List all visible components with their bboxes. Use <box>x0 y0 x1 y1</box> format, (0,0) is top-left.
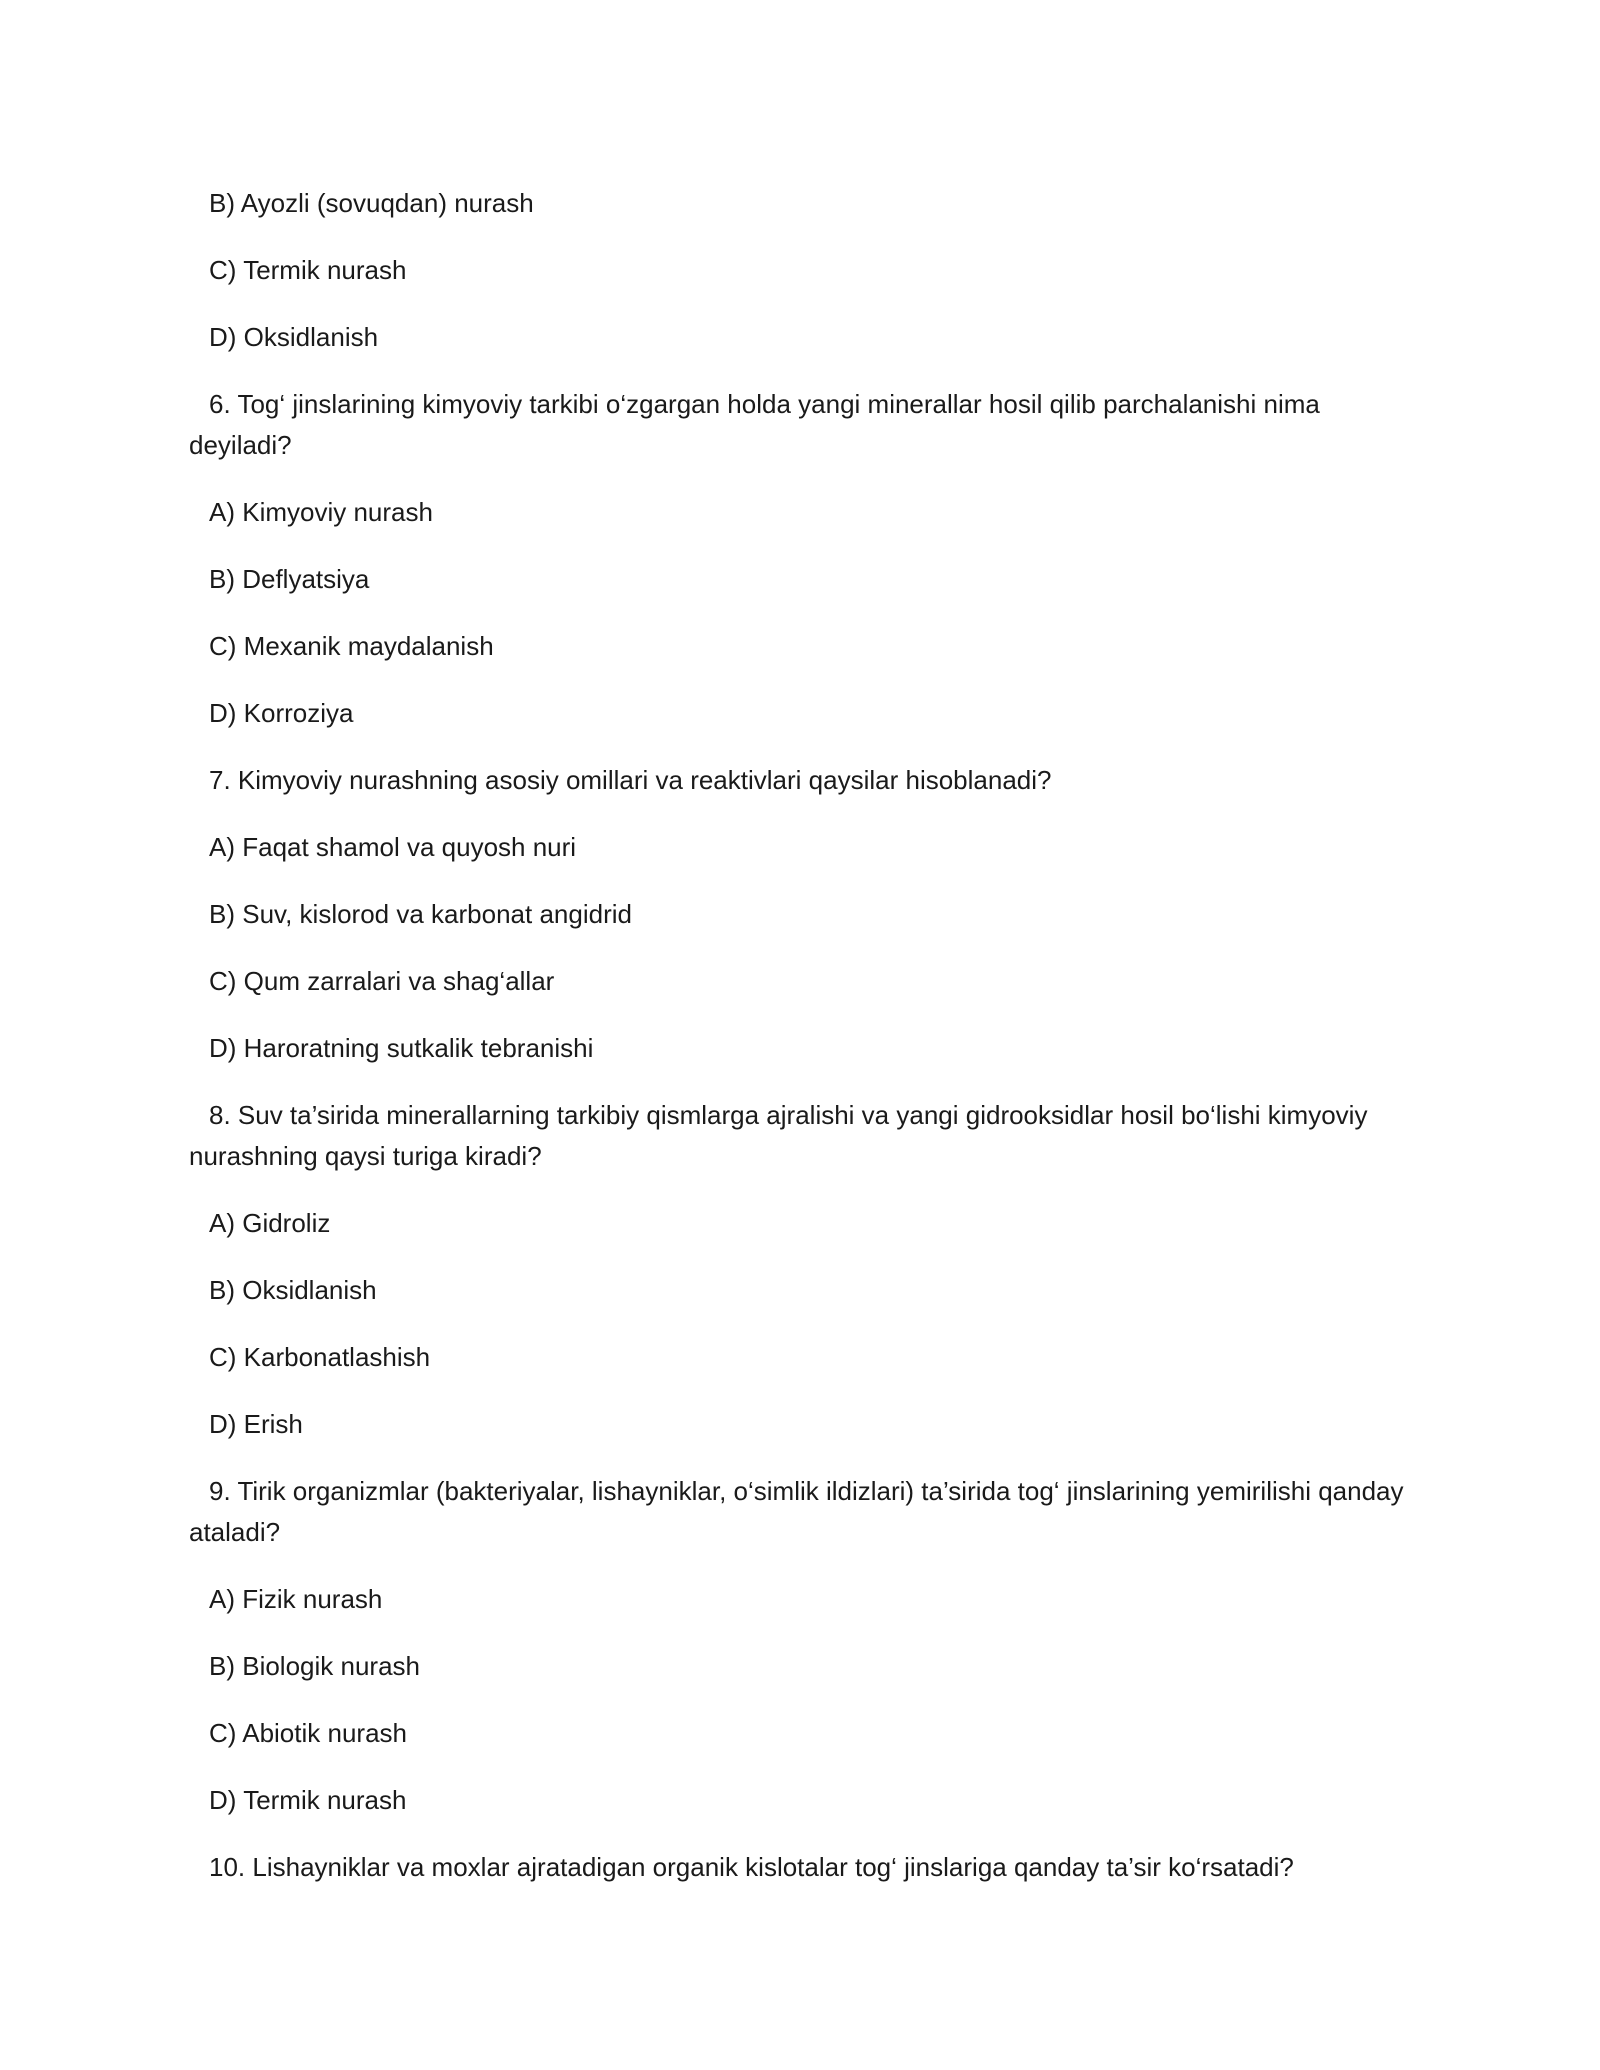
question-8: 8. Suv ta’sirida minerallarning tarkibiy qismlarga ajralishi va yangi gidrooksidlar hosil bo‘lishi kimyoviy nurashning qaysi turiga kiradi? <box>189 1100 1368 1171</box>
answer-option-7b: B) Suv, kislorod va karbonat angidrid <box>209 899 632 929</box>
question-7: 7. Kimyoviy nurashning asosiy omillari va reaktivlari qaysilar hisoblanadi? <box>209 765 1052 795</box>
question-6: 6. Tog‘ jinslarining kimyoviy tarkibi o‘zgargan holda yangi minerallar hosil qilib parchalanishi nima deyiladi? <box>189 389 1320 460</box>
answer-option-8c: C) Karbonatlashish <box>209 1342 431 1372</box>
answer-option-8a: A) Gidroliz <box>209 1208 331 1238</box>
answer-option-7d: D) Haroratning sutkalik tebranishi <box>209 1033 594 1063</box>
answer-option-6b: B) Deflyatsiya <box>209 564 370 594</box>
question-10: 10. Lishayniklar va moxlar ajratadigan organik kislotalar tog‘ jinslariga qanday ta’sir ko‘rsatadi? <box>209 1852 1294 1882</box>
answer-option-8d: D) Erish <box>209 1409 303 1439</box>
answer-option-7a: A) Faqat shamol va quyosh nuri <box>209 832 577 862</box>
answer-option-5d: D) Oksidlanish <box>209 322 379 352</box>
answer-option-5b: B) Ayozli (sovuqdan) nurash <box>209 188 534 218</box>
answer-option-7c: C) Qum zarralari va shag‘allar <box>209 966 555 996</box>
answer-option-6d: D) Korroziya <box>209 698 354 728</box>
answer-option-6a: A) Kimyoviy nurash <box>209 497 433 527</box>
question-9: 9. Tirik organizmlar (bakteriyalar, lishayniklar, o‘simlik ildizlari) ta’sirida tog‘ jinslarining yemirilishi qanday ataladi? <box>189 1476 1404 1547</box>
answer-option-6c: C) Mexanik maydalanish <box>209 631 494 661</box>
answer-option-9b: B) Biologik nurash <box>209 1651 420 1681</box>
document-content <box>189 183 1429 1914</box>
answer-option-5c: C) Termik nurash <box>209 255 407 285</box>
answer-option-9c: C) Abiotik nurash <box>209 1718 407 1748</box>
answer-option-8b: B) Oksidlanish <box>209 1275 377 1305</box>
answer-option-9d: D) Termik nurash <box>209 1785 407 1815</box>
answer-option-9a: A) Fizik nurash <box>209 1584 383 1614</box>
